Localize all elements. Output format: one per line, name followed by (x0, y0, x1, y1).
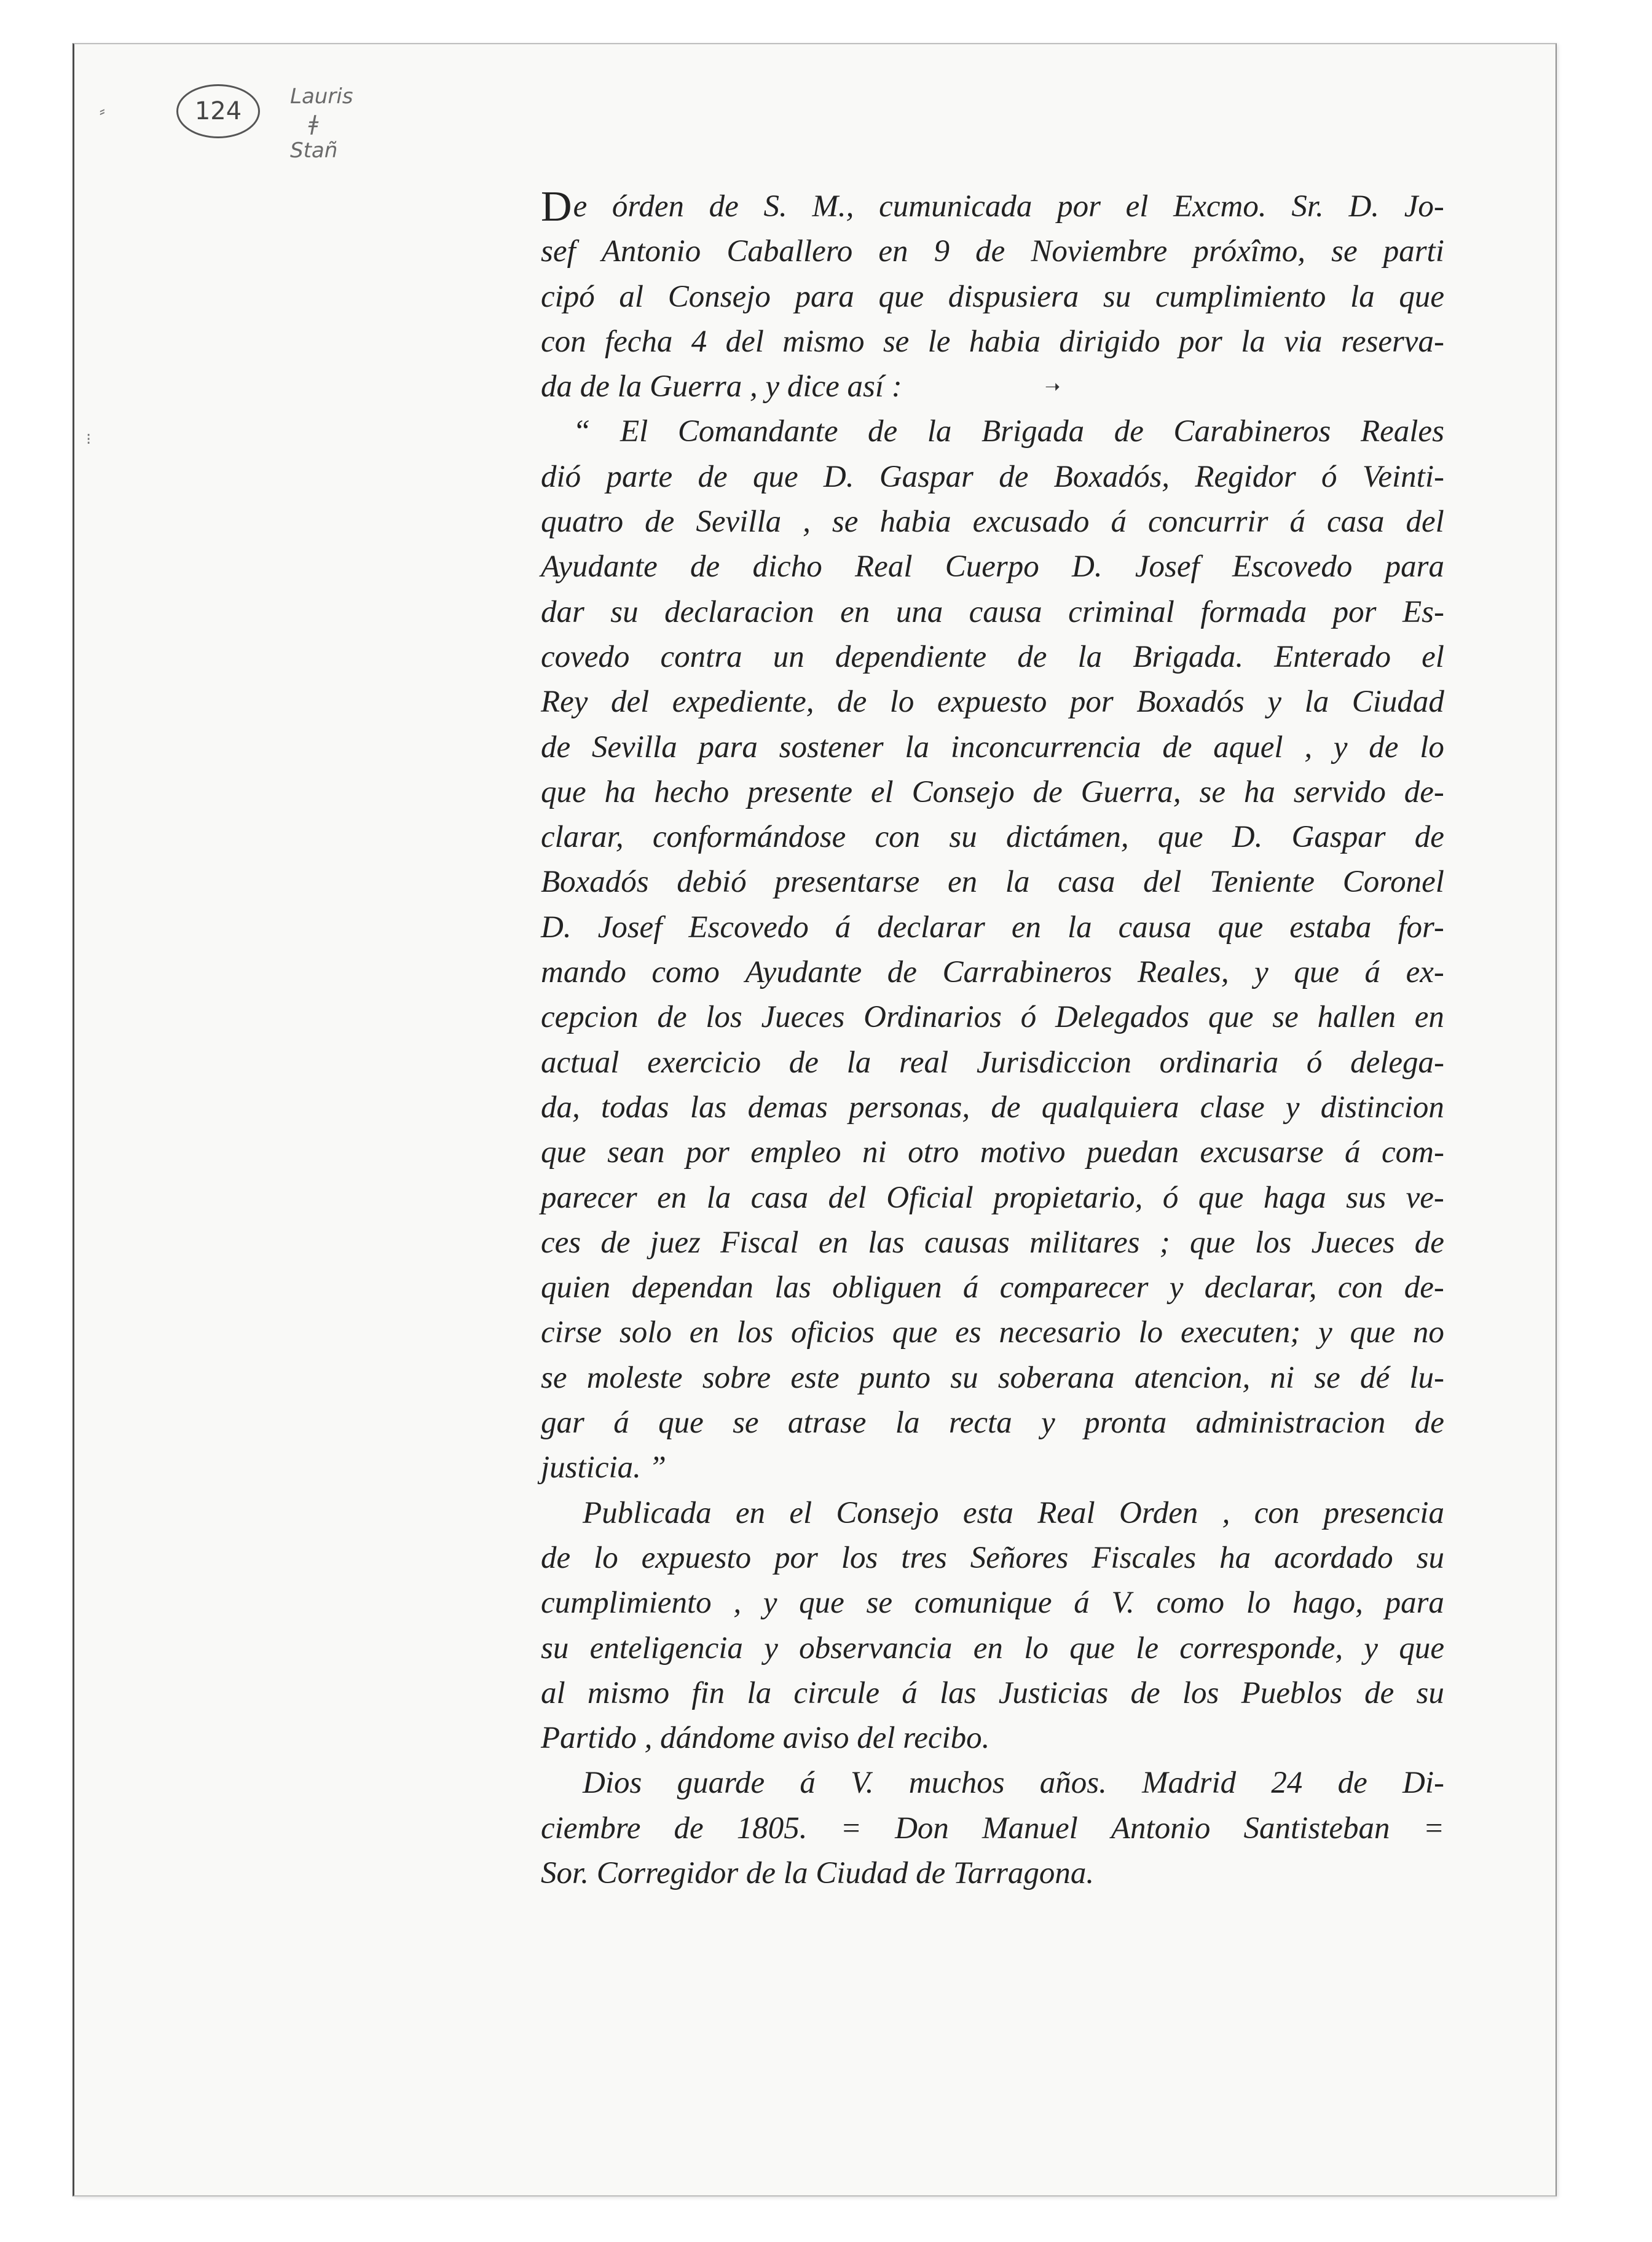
text-line: gar á que se atrase la recta y pronta administracion de (541, 1406, 1444, 1441)
text-line: mando como Ayudante de Carrabineros Reales, y que á ex- (541, 955, 1444, 990)
text-line: cepcion de los Jueces Ordinarios ó Delegados que se hallen en (541, 1000, 1444, 1035)
text-line: Ayudante de dicho Real Cuerpo D. Josef Escovedo para (541, 549, 1444, 584)
text-line (541, 184, 1444, 229)
text-line: de lo expuesto por los tres Señores Fiscales ha acordado su (541, 1540, 1444, 1575)
text-line: actual exercicio de la real Jurisdiccion ordinaria ó delega- (541, 1045, 1444, 1080)
text-line: sef Antonio Caballero en 9 de Noviembre próxîmo, se parti (541, 234, 1444, 269)
edge-mark: ⸗ (100, 102, 105, 120)
text-line: Sor. Corregidor de la Ciudad de Tarragona. (541, 1855, 1095, 1890)
text-line: que ha hecho presente el Consejo de Guerra, se ha servido de- (541, 774, 1444, 809)
text-line: dar su declaracion en una causa criminal formada por Es- (541, 594, 1444, 629)
document-body (541, 184, 1444, 1896)
text-line: de Sevilla para sostener la inconcurrencia de aquel , y de lo (541, 730, 1444, 765)
text-line: Publicada en el Consejo esta Real Orden , con presencia (583, 1495, 1444, 1530)
text-line: Boxadós debió presentarse en la casa del Teniente Coronel (541, 865, 1444, 900)
text-line: ciembre de 1805. = Don Manuel Antonio Santisteban = (541, 1811, 1444, 1846)
text-line: “ El Comandante de la Brigada de Carabineros Reales (573, 414, 1444, 449)
text-line: Dios guarde á V. muchos años. Madrid 24 de Di- (583, 1766, 1444, 1801)
text-line: D. Josef Escovedo á declarar en la causa que estaba for- (541, 910, 1444, 945)
text-line: parecer en la casa del Oficial propietario, ó que haga sus ve- (541, 1180, 1444, 1215)
handwritten-margin-note (290, 83, 419, 164)
text-line: cipó al Consejo para que dispusiera su cumplimiento la que (541, 279, 1444, 314)
line-text: e órden de S. M., cumunicada por el Excmo. Sr. D. Jo- (573, 189, 1444, 224)
folio-number-stamp: 124 (176, 84, 260, 138)
text-line: da, todas las demas personas, de qualquiera clase y distincion (541, 1090, 1444, 1125)
text-line: clarar, conformándose con su dictámen, que D. Gaspar de (541, 820, 1444, 855)
text-line: da de la Guerra , y dice así : (541, 369, 902, 404)
decorated-initial: D (541, 183, 572, 230)
text-line: quatro de Sevilla , se habia excusado á concurrir á casa del (541, 505, 1444, 540)
text-line: ces de juez Fiscal en las causas militares ; que los Jueces de (541, 1225, 1444, 1260)
text-line: covedo contra un dependiente de la Brigada. Enterado el (541, 639, 1444, 674)
margin-note-line: Stañ (290, 138, 338, 163)
text-line: su enteligencia y observancia en lo que le corresponde, y que (541, 1630, 1444, 1666)
text-line: justicia. ” (541, 1450, 667, 1485)
text-line: Partido , dándome aviso del recibo. (541, 1721, 990, 1756)
text-line: cirse solo en los oficios que es necesario lo executen; y que no (541, 1315, 1444, 1350)
text-line: al mismo fin la circule á las Justicias de los Pueblos de su (541, 1675, 1444, 1710)
text-line: con fecha 4 del mismo se le habia dirigido por la via reserva- (541, 324, 1444, 359)
edge-mark: ⁝ (86, 430, 92, 449)
text-line: quien dependan las obliguen á comparecer y declarar, con de- (541, 1270, 1444, 1305)
text-line: cumplimiento , y que se comunique á V. como lo hago, para (541, 1586, 1444, 1621)
text-line: Rey del expediente, de lo expuesto por Boxadós y la Ciudad (541, 685, 1444, 720)
text-line: que sean por empleo ni otro motivo puedan excusarse á com- (541, 1135, 1444, 1170)
margin-note-line: ǂ (309, 111, 318, 136)
margin-note-line: Lauris (290, 84, 353, 109)
arrow-mark: ➝ (1045, 377, 1061, 397)
text-line: dió parte de que D. Gaspar de Boxadós, Regidor ó Veinti- (541, 459, 1444, 494)
text-line: se moleste sobre este punto su soberana atencion, ni se dé lu- (541, 1360, 1444, 1395)
